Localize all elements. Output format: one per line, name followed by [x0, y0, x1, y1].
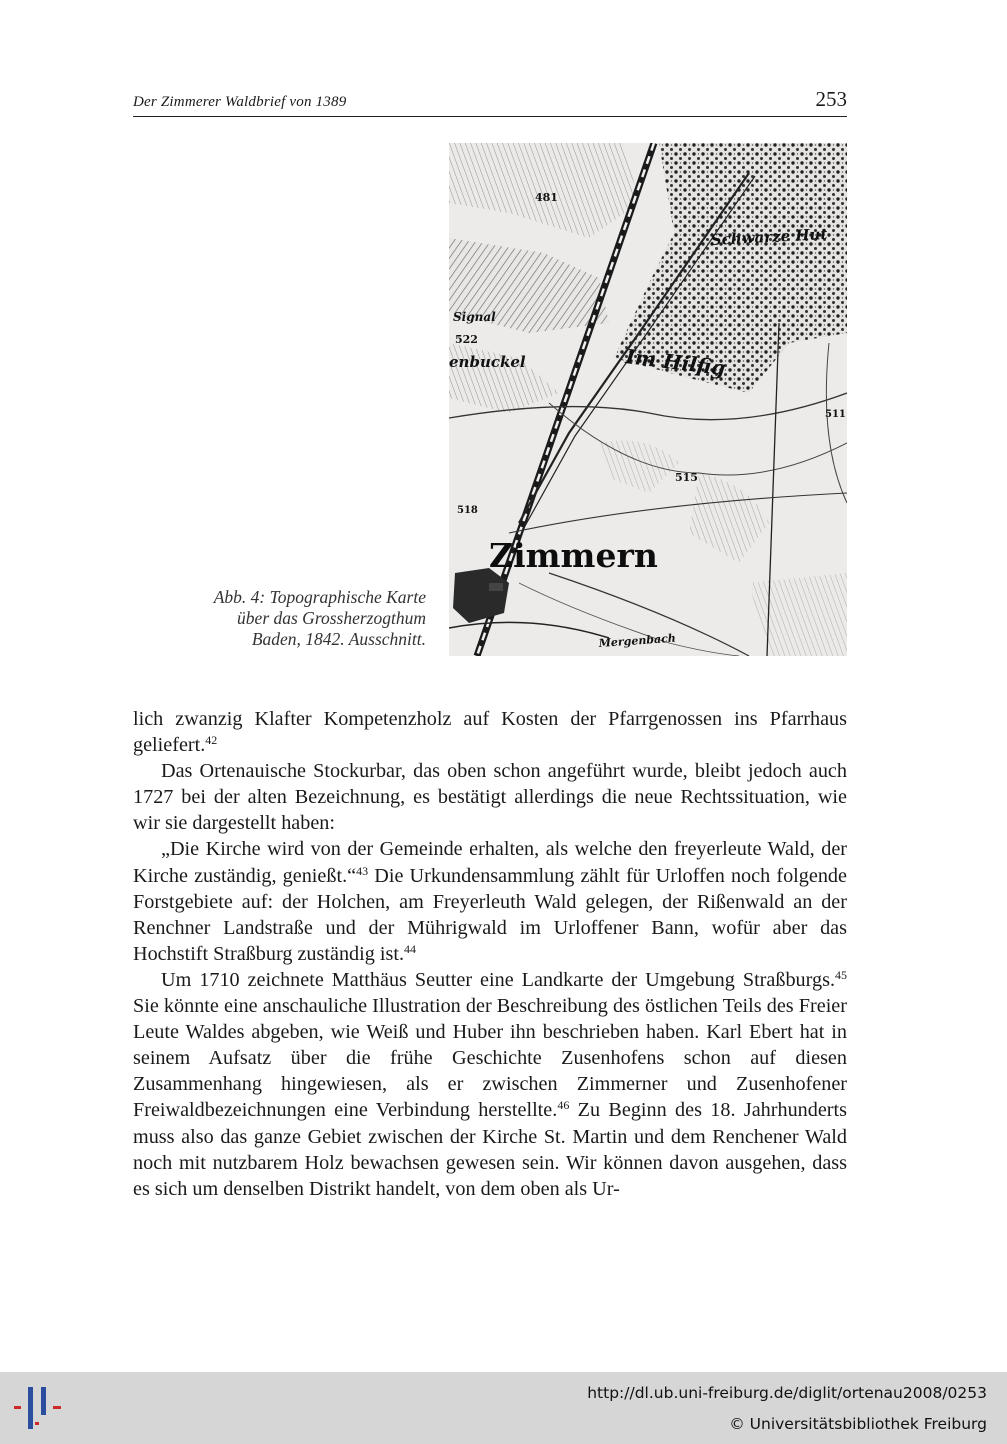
running-head [133, 88, 847, 117]
footnote-ref[interactable]: 45 [835, 967, 847, 982]
map-label-town: Zimmern [489, 536, 658, 575]
body-text [133, 706, 847, 1202]
ub-freiburg-logo-icon[interactable] [12, 1384, 64, 1432]
figure-caption [140, 587, 426, 650]
footer-url-link[interactable]: http://dl.ub.uni-freiburg.de/diglit/ortenau2008/0253 [587, 1384, 987, 1402]
footer-band [0, 1372, 1007, 1444]
map-label-signal: Signal [453, 310, 496, 324]
paragraph-text: Die Urkundensammlung zählt für Urloffen noch folgende Forstgebiete auf: der Holchen, am Freyerleuth Wald gelegen, der Rißenwald an der Renchner Landstraße und der Mührigwald im Urloffener Bann, wofür aber das Hochstift Straßburg zuständig ist. [133, 864, 847, 965]
paragraph-text: Das Ortenauische Stockurbar, das oben schon angeführt wurde, bleibt jedoch auch 1727 bei der alten Bezeichnung, es bestätigt allerdings die neue Rechtssituation, wie wir sie dargestellt haben: [133, 760, 847, 835]
paragraph [133, 967, 847, 1202]
caption-line: Abb. 4: Topographische Karte [213, 587, 426, 607]
map-label-im-hilfig: Im Hilfig [624, 344, 727, 381]
paragraph-text: lich zwanzig Klafter Kompetenzholz auf Kosten der Pfarrgenossen ins Pfarrhaus geliefert. [133, 708, 847, 757]
map-label-522: 522 [455, 333, 478, 346]
running-title: Der Zimmerer Waldbrief von 1389 [133, 94, 347, 110]
paragraph [133, 758, 847, 836]
map-label-518: 518 [457, 505, 478, 516]
map-figure [449, 143, 847, 656]
map-label-stream: Mergenbach [598, 631, 677, 650]
map-label-forest-top: Schwarze Hut [710, 224, 828, 249]
footnote-ref[interactable]: 43 [356, 863, 369, 878]
page-number: 253 [815, 87, 847, 111]
paragraph-text: Zu Beginn des 18. Jahrhunderts muss also das ganze Gebiet zwischen der Kirche St. Martin und dem Renchener Wald noch mit nutzbarem Holz bewachsen gewesen sein. Wir können davon ausgehen, dass es sich um denselben Distrikt handelt, von dem oben als Ur- [133, 1099, 847, 1200]
paragraph [133, 706, 847, 758]
map-label-515: 515 [675, 471, 698, 484]
footnote-ref[interactable]: 42 [205, 733, 218, 748]
quote-text: „Die Kirche wird von der Gemeinde erhalten, als welche den freyerleute Wald, der Kirche zuständig, genießt.“ [133, 838, 847, 887]
paragraph [133, 836, 847, 966]
map-label-481: 481 [535, 191, 558, 204]
map-label-511: 511 [825, 409, 846, 420]
footnote-ref[interactable]: 44 [404, 941, 417, 956]
paragraph-text: Sie könnte eine anschauliche Illustration der Beschreibung des östlichen Teils des Freier Leute Waldes abgeben, wie Weiß und Huber ihn beschrieben haben. Karl Ebert hat in seinem Aufsatz über die frühe Geschichte Zusenhofens schon auf diesen Zusammenhang hingewiesen, als er zwischen Zimmerner und Zusenhofener Freiwaldbezeichnungen eine Verbindung herstellte. [133, 995, 847, 1122]
map-label-buckel: enbuckel [449, 353, 526, 371]
topographic-map-image [449, 143, 847, 656]
caption-line: über das Grossherzogthum [237, 608, 426, 628]
footer-copyright: © Universitätsbibliothek Freiburg [729, 1415, 987, 1433]
caption-line: Baden, 1842. Ausschnitt. [251, 629, 426, 649]
paragraph-text: Um 1710 zeichnete Matthäus Seutter eine Landkarte der Umgebung Straßburgs. [161, 968, 835, 991]
footnote-ref[interactable]: 46 [557, 1098, 570, 1113]
